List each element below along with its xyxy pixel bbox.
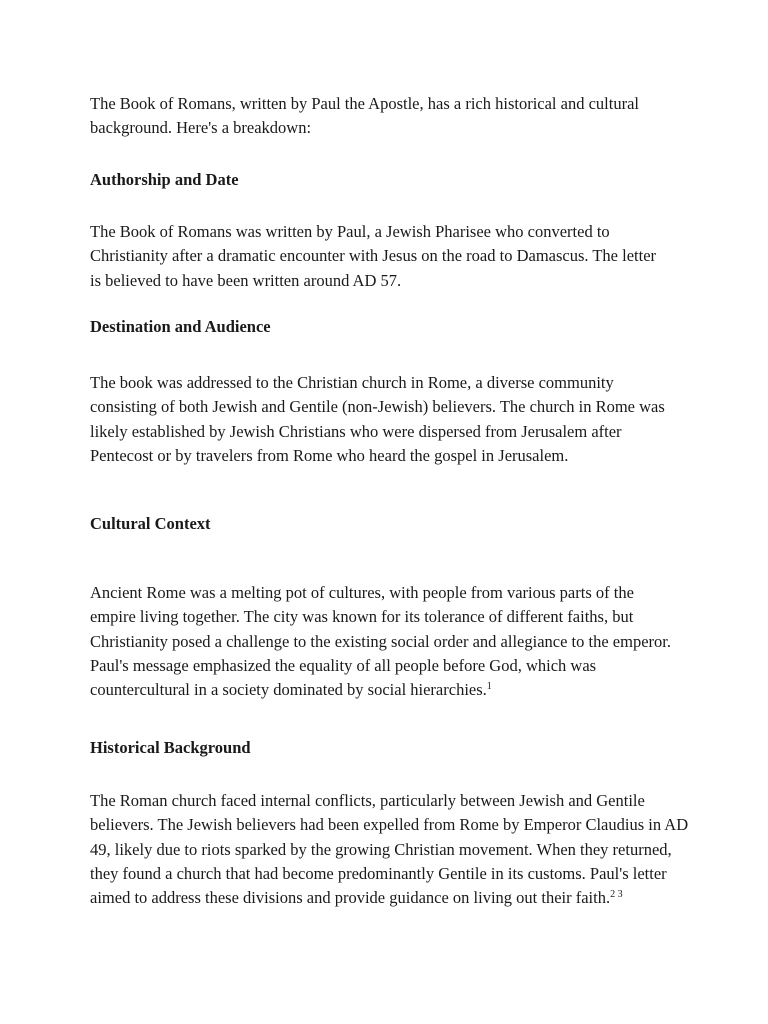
footnote-marker: 1 (486, 681, 492, 693)
section-body-destination: The book was addressed to the Christian church in Rome, a diverse community consisting of both Jewish and Gentile (non-Jewish) believers. The church in Rome was likely established by Jewish Christians who were dispersed from Jerusalem after Pentecost or by travelers from Rome who heard the gospel in Jerusalem. (90, 373, 665, 465)
section-heading-cultural: Cultural Context (90, 514, 211, 533)
section-body-cultural (90, 581, 682, 702)
section-body-historical (90, 789, 690, 910)
section-body-authorship: The Book of Romans was written by Paul, a Jewish Pharisee who converted to Christianity after a dramatic encounter with Jesus on the road to Damascus. The letter is believed to have been written around AD 57. (90, 222, 657, 290)
footnote-marker: 2 3 (610, 889, 623, 901)
historical-body-text: The Roman church faced internal conflicts, particularly between Jewish and Gentile believers. The Jewish believers had been expelled from Rome by Emperor Claudius in AD 49, likely due to riots sparked by the growing Christian movement. When they returned, they found a church that had become predominantly Gentile in its customs. Paul's letter aimed to address these divisions and provide guidance on living out their faith. (90, 791, 689, 908)
section-heading-historical: Historical Background (90, 738, 251, 757)
section-heading-destination: Destination and Audience (90, 317, 271, 336)
section-heading-authorship: Authorship and Date (90, 170, 239, 189)
intro-paragraph: The Book of Romans, written by Paul the Apostle, has a rich historical and cultural background. Here's a breakdown: (90, 94, 639, 138)
cultural-body-text: Ancient Rome was a melting pot of cultures, with people from various parts of the empire living together. The city was known for its tolerance of different faiths, but Christianity posed a challenge to the existing social order and allegiance to the emperor. Paul's message emphasized the equality of all people before God, which was countercultural in a society dominated by social hierarchies. (90, 583, 671, 700)
